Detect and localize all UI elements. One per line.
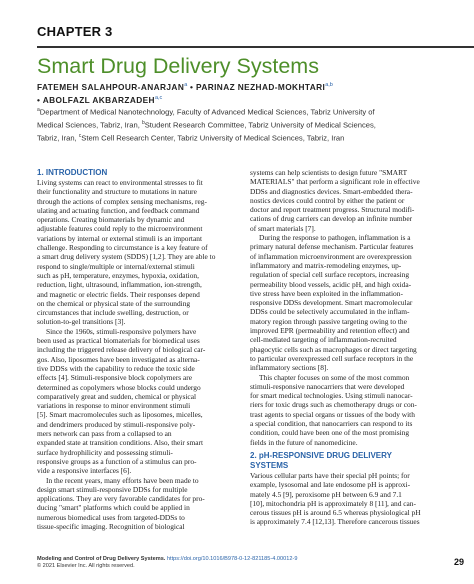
text-line: stimuli-responsive nanocarriers that were developed bbox=[250, 381, 405, 391]
text-line: [10], mitochondria pH is approximately 8 [11], and can- bbox=[250, 498, 416, 508]
chapter-label: CHAPTER 3 bbox=[37, 24, 113, 39]
section-heading-introduction: 1. INTRODUCTION bbox=[37, 168, 108, 177]
text-line: on the chemical or physical state of the surrounding bbox=[37, 298, 191, 308]
author-affil-mark: a,c bbox=[154, 94, 163, 101]
text-line: This chapter focuses on some of the most common bbox=[259, 372, 410, 382]
text-line: inflammatory and matrix-remodeling enzymes, up- bbox=[250, 260, 402, 270]
text-line: phagocytic cells such as macrophages or direct targeting bbox=[250, 344, 417, 354]
author-affil-mark: a,b bbox=[325, 82, 333, 88]
affil-mark: a bbox=[37, 107, 40, 113]
text-line: such as pH, temperature, enzymes, hypoxia, oxidation, bbox=[37, 270, 199, 280]
text-line: gos. Also, liposomes have been investigated as alterna- bbox=[37, 354, 200, 364]
text-line: and magnetic or electric fields. Their responses depend bbox=[37, 289, 200, 299]
text-line: solution-to-gel transitions [3]. bbox=[37, 317, 126, 327]
text-line: for smart medical technologies. Using stimuli nanocar- bbox=[250, 391, 413, 401]
author-separator: • bbox=[37, 94, 43, 105]
affiliation-text: Stem Cell Research Center, Tabriz University of Medical Sciences, Tabriz, Iran bbox=[81, 133, 345, 143]
text-line: respond to single/multiple or internal/external stimuli bbox=[37, 261, 195, 271]
text-line: ulating and actuating function, and feedback command bbox=[37, 205, 200, 215]
text-line: systems can help scientists to design future "SMART bbox=[250, 168, 408, 177]
text-line: riers for toxic drugs such as chemotherapy drugs or con- bbox=[250, 400, 417, 410]
footer-doi-link[interactable]: https://doi.org/10.1016/B978-0-12-821185-4.00012-9 bbox=[166, 556, 298, 562]
text-line: variations in response to minor environment stimuli bbox=[37, 401, 191, 411]
text-line: comparatively great and sudden, chemical or physical bbox=[37, 391, 197, 401]
text-line: condition, could have been one of the most promising bbox=[250, 428, 410, 438]
footer-copyright: © 2021 Elsevier Inc. All rights reserved. bbox=[37, 563, 135, 570]
text-line: their functionality and structure to mutations in nature bbox=[37, 187, 197, 197]
author-list bbox=[37, 80, 474, 106]
text-line: including the triggered release delivery of biological car- bbox=[37, 345, 206, 355]
text-line: inflammatory sections [8]. bbox=[250, 363, 329, 373]
affiliation-line bbox=[37, 118, 474, 131]
text-line: cations of drug carriers can develop an infinite number bbox=[250, 214, 413, 224]
text-line: fields in the future of nanomedicine. bbox=[250, 437, 358, 447]
right-column bbox=[250, 168, 464, 527]
text-line: and dendrimers produced by stimuli-responsive poly- bbox=[37, 419, 196, 429]
text-line: [5]. Smart macromolecules such as liposomes, micelles, bbox=[37, 410, 203, 420]
left-column bbox=[37, 168, 242, 531]
text-line: nostics devices could control by either the patient or bbox=[250, 195, 405, 205]
text-line: operations. Creating biomaterials by dynamic and bbox=[37, 215, 185, 225]
text-line: tive stress have been exploited in the inflammation- bbox=[250, 288, 403, 298]
page-number: 29 bbox=[453, 557, 464, 567]
text-line: a smart drug delivery system (SDDS) [1,2]. They are able to bbox=[37, 252, 216, 262]
chapter-title: Smart Drug Delivery Systems bbox=[37, 54, 319, 78]
section-heading-ph: 2. pH-RESPONSIVE DRUG DELIVERY bbox=[250, 450, 392, 460]
affiliation-line bbox=[37, 131, 474, 144]
affiliation-text: Student Research Committee, Tabriz University of Medical Sciences, bbox=[144, 120, 376, 130]
text-line: doctor and report treatment progress. Structural modifi- bbox=[250, 205, 415, 215]
text-line: ducing "smart" platforms which could be applied in bbox=[37, 503, 190, 513]
affiliation-text: Department of Medical Nanotechnology, Faculty of Advanced Medical Sciences, Tabriz University of bbox=[39, 107, 375, 117]
text-line: applications. They are very favorable candidates for pro- bbox=[37, 494, 205, 504]
text-line: example, lysosomal and late endosome pH is approxi- bbox=[250, 480, 411, 490]
text-line: trast agents to special organs or tissues of the body with bbox=[250, 409, 415, 419]
text-line: to particular overexpressed cell surface receptors in the bbox=[250, 353, 414, 363]
affiliation-line bbox=[37, 105, 474, 118]
affiliation-text: Tabriz, Iran, bbox=[37, 133, 79, 143]
text-line: mers network can pass from a collapsed to an bbox=[37, 429, 172, 439]
text-line: MATERIALS" that perform a significant role in effective bbox=[250, 177, 420, 187]
text-line: surface hydrophilicity and possessing stimuli- bbox=[37, 447, 173, 457]
text-line: challenge. Responding to circumstance is a key feature of bbox=[37, 243, 208, 253]
affiliation-text: Medical Sciences, Tabriz, Iran, bbox=[37, 120, 142, 130]
author-line-2 bbox=[37, 93, 474, 106]
text-line: improved EPR (permeability and retention effect) and bbox=[250, 326, 410, 336]
text-line: of smart materials [7]. bbox=[250, 223, 316, 233]
text-line: adjustable features could reply to the microenvironment bbox=[37, 224, 203, 234]
text-line: been used as practical biomaterials for biomedical uses bbox=[37, 336, 200, 346]
chapter-rule bbox=[37, 46, 474, 48]
author-separator: • bbox=[187, 81, 196, 92]
right-column-body bbox=[250, 471, 464, 527]
left-column-body bbox=[37, 178, 242, 531]
text-line: During the response to pathogen, inflammation is a bbox=[259, 233, 411, 243]
text-line: numerous biomedical uses from targeted-DDSs to bbox=[37, 512, 185, 522]
text-line: In the recent years, many efforts have been made to bbox=[46, 475, 199, 485]
text-line: reduction, light, ultrasound, inflammation, ion-strength, bbox=[37, 280, 202, 290]
author-name: PARINAZ NEZHAD-MOKHTARI bbox=[196, 81, 326, 92]
text-line: cell-mediated targeting of inflammation-recruited bbox=[250, 335, 397, 345]
text-line: through the actions of complex sensing mechanisms, reg- bbox=[37, 196, 207, 206]
text-line: tissue-specific imaging. Recognition of biological bbox=[37, 521, 185, 531]
text-line: regulation of special cell surface receptors, increasing bbox=[250, 270, 410, 280]
text-line: expanded state at transition conditions. Also, their smart bbox=[37, 438, 204, 448]
author-affil-mark: a bbox=[184, 82, 188, 88]
text-line: circumstances that include swelling, destruction, or bbox=[37, 308, 189, 318]
text-line: effects [4]. Stimuli-responsive block copolymers are bbox=[37, 373, 193, 383]
text-line: tive DDSs with the capability to reduce the toxic side bbox=[37, 363, 195, 373]
text-line: variations by internal or external stimuli is an important bbox=[37, 233, 203, 243]
text-line: matory region through passive targeting owing to the bbox=[250, 316, 407, 326]
section-heading-ph-cont: SYSTEMS bbox=[250, 460, 289, 470]
affiliations bbox=[37, 105, 474, 144]
text-line: is approximately 7.4 [12,13]. Therefore cancerous tissues bbox=[250, 517, 420, 527]
footer-book-title: Modeling and Control of Drug Delivery Systems. bbox=[37, 556, 166, 562]
author-line-1 bbox=[37, 80, 474, 93]
text-line: mately 4.5 [9], peroxisome pH between 6.9 and 7.1 bbox=[250, 489, 402, 499]
text-line: responsive groups as a function of a stimulus can pro- bbox=[37, 456, 197, 466]
text-line: vide a responsive interfaces [6]. bbox=[37, 466, 132, 476]
author-name: FATEMEH SALAHPOUR-ANARJAN bbox=[37, 81, 185, 92]
text-line: design smart stimuli-responsive DDSs for multiple bbox=[37, 484, 188, 494]
text-line: primary natural defense mechanism. Particular features bbox=[250, 242, 414, 252]
text-line: DDSs could be selectively accumulated in the inflam- bbox=[250, 307, 410, 317]
text-line: determined as copolymers whose blocks could undergo bbox=[37, 382, 201, 392]
affil-mark: b bbox=[141, 120, 145, 127]
text-line: permeability blood vessels, acidic pH, and high oxida- bbox=[250, 279, 412, 289]
affil-mark: c bbox=[78, 133, 82, 140]
author-name: ABOLFAZL AKBARZADEH bbox=[42, 94, 155, 105]
text-line: Various cellular parts have their special pH points; for bbox=[250, 470, 410, 480]
text-line: of inflammation microenvironment are overexpression bbox=[250, 251, 412, 261]
page-footer bbox=[37, 556, 467, 571]
text-line: DDSs and diagnostics devices. Smart-embedded thera- bbox=[250, 186, 413, 196]
text-line: Living systems can react to environmental stresses to fit bbox=[37, 178, 203, 187]
text-line: responsive DDSs development. Smart macromolecular bbox=[250, 298, 413, 308]
right-column-body bbox=[250, 168, 464, 447]
text-line: a special condition, that nanocarriers can respond to its bbox=[250, 419, 413, 429]
text-line: Since the 1960s, stimuli-responsive polymers have bbox=[46, 326, 197, 336]
text-line: cerous tissues pH is around 6.5 whereas physiological pH bbox=[250, 508, 421, 518]
